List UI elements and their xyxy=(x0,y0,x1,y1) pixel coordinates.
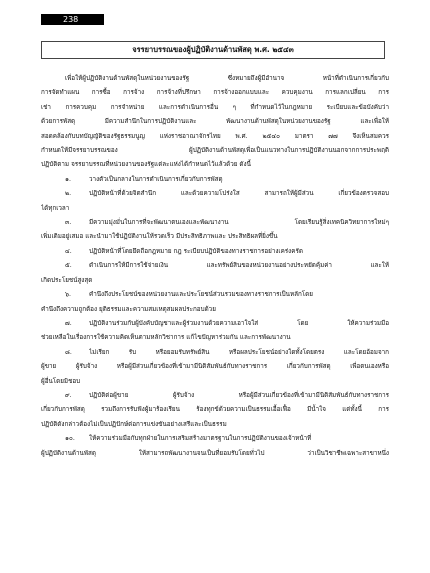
item-number: ๗. xyxy=(65,319,72,327)
item-text: ดำเนินการให้มีการใช้จ่ายเงิน และทรัพย์สินของหน่วยงานอย่างประหยัดคุ้มค่า และให้ xyxy=(89,262,389,270)
item-continuation-line: ผู้ขาย ผู้รับจ้าง หรือผู้มีส่วนเกี่ยวข้องที่เข้ามามีนิติสัมพันธ์กับทางราชการ เกี่ยวกับการพัสดุ เพื่อตนเองหรือ xyxy=(41,363,389,371)
code-of-conduct-list xyxy=(41,173,389,461)
item-number: ๑๐. xyxy=(65,435,75,443)
item-number: ๓. xyxy=(65,219,72,227)
item-continuation-line: เกี่ยวกับการพัสดุ รวมถึงการรับฟังผู้มาร้องเรียน ร้องทุกข์ด้วยความเป็นธรรมเอื้อเฟื้อ มีน้ำใจ แต่ทั้งนี้ การ xyxy=(41,406,389,414)
list-item xyxy=(41,346,389,360)
intro-line: การจัดทำแผน การซื้อ การจ้าง การจ้างที่ปรึกษา การจ้างออกแบบและ ควบคุมงาน การแลกเปลี่ยน การ xyxy=(41,89,389,97)
item-text: มีความมุ่งมั่นในการที่จะพัฒนาตนเองและพัฒนางาน โดยเรียนรู้สิ่งเทคนิควิทยาการใหม่ๆ xyxy=(89,219,389,227)
item-number: ๙. xyxy=(65,391,72,399)
list-item xyxy=(41,173,389,187)
list-item xyxy=(41,432,389,446)
item-text: ปฏิบัติหน้าที่โดยยึดถือกฎหมาย กฎ ระเบียบปฏิบัติของทางราชการอย่างเคร่งครัด xyxy=(89,247,303,255)
item-number: ๘. xyxy=(65,348,72,356)
intro-line: ปฏิบัติตาม จรรยาบรรณที่หน่วยงานของรัฐแต่ละแห่งได้กำหนดไว้แล้วด้วย ดังนี้ xyxy=(41,161,251,169)
item-continuation-line: ปฏิบัติดังกล่าวต้องไม่เป็นปฏิปักษ์ต่อการแข่งขันอย่างเสรีและเป็นธรรม xyxy=(41,420,227,428)
item-text: ปฏิบัติหน้าที่ด้วยจิตสำนึก และด้วยความโปร่งใส สามารถให้ผู้มีส่วน เกี่ยวข้องตรวจสอบ xyxy=(89,190,389,198)
item-text: ปฏิบัติต่อผู้ขาย ผู้รับจ้าง หรือผู้มีส่วนเกี่ยวข้องที่เข้ามามีนิติสัมพันธ์กับทางราชการ xyxy=(89,391,389,399)
item-continuation-line: ผู้อื่นโดยมิชอบ xyxy=(41,377,81,385)
list-item xyxy=(41,317,389,331)
page-number: 238 xyxy=(41,14,104,25)
item-number: ๒. xyxy=(65,190,72,198)
intro-paragraph xyxy=(41,72,389,173)
intro-line: กำหนดให้มีจรรยาบรรณของ ผู้ปฏิบัติงานด้านพัสดุเพื่อเป็นแนวทางในการปฏิบัติงานนอกจากการประพฤติ xyxy=(41,147,389,155)
item-continuation-line: ได้ทุกเวลา xyxy=(41,204,70,212)
intro-line: ด้วยการพัสดุ มีความสำนึกในการปฏิบัติงานและ พัฒนางานด้านพัสดุในหน่วยงานของรัฐ และเพื่อให้ xyxy=(41,118,389,126)
list-item xyxy=(41,216,389,230)
document-title: จรรยาบรรณของผู้ปฏิบัติงานด้านพัสดุ พ.ศ. ๒๕๔๓ xyxy=(41,41,385,59)
item-number: ๕. xyxy=(65,262,72,270)
intro-line: สอดคล้องกับบทบัญญัติของรัฐธรรมนูญ แห่งราชอาณาจักรไทย พ.ศ. ๒๕๔๐ มาตรา ๗๗ จึงเห็นสมควร xyxy=(41,132,389,140)
item-number: ๑. xyxy=(65,175,71,183)
item-text: ไม่เรียก รับ หรือยอมรับทรัพย์สิน หรือผลประโยชน์อย่างใดทั้งโดยตรง และโดยอ้อมจาก xyxy=(89,348,389,356)
intro-line: เพื่อให้ผู้ปฏิบัติงานด้านพัสดุในหน่วยงานของรัฐ ซึ่งหมายถึงผู้มีอำนาจ หน้าที่ดำเนินการเกี่ยวกับ xyxy=(65,75,389,82)
item-text: วางตัวเป็นกลางในการดำเนินการเกี่ยวกับการพัสดุ xyxy=(89,175,223,183)
document-body xyxy=(41,72,389,461)
item-text: คำนึงถึงประโยชน์ของหน่วยงานและประโยชน์ส่วนรวมของทางราชการเป็นหลักโดย xyxy=(89,291,313,299)
item-text: ปฏิบัติงานร่วมกับผู้บังคับบัญชาและผู้ร่วมงานด้วยความเอาใจใส่ โดย ให้ความร่วมมือ xyxy=(89,319,389,327)
item-continuation-line: ช่วยเหลือในเรื่องการใช้ความคิดเห็นตามหลักวิชาการ แก้ไขปัญหาร่วมกัน และการพัฒนางาน xyxy=(41,334,291,342)
item-continuation-line: คำนึงถึงความถูกต้อง ยุติธรรมและความสมเหตุสมผลประกอบด้วย xyxy=(41,305,216,313)
list-item xyxy=(41,245,389,259)
item-continuation-line: เกิดประโยชน์สูงสุด xyxy=(41,276,93,284)
intro-line: เช่า การควบคุม การจำหน่าย และการดำเนินการอื่น ๆ ที่กำหนดไว้ในกฎหมาย ระเบียบและข้อบังคับว่า xyxy=(41,103,389,111)
list-item xyxy=(41,288,389,302)
list-item xyxy=(41,259,389,273)
list-item xyxy=(41,187,389,201)
item-text: ให้ความร่วมมือกับทุกฝ่ายในการเสริมสร้างมาตรฐานในการปฏิบัติงานของเจ้าหน้าที่ xyxy=(89,435,312,443)
item-continuation-line: ผู้ปฏิบัติงานด้านพัสดุ ให้สามารถพัฒนางานจนเป็นที่ยอมรับโดยทั่วไป ว่าเป็นวิชาชีพเฉพาะสาขาหนึ่ง xyxy=(41,449,389,457)
item-continuation-line: เพิ่มเติมอยู่เสมอ และนำมาใช้ปฏิบัติงานให้รวดเร็ว มีประสิทธิภาพและ ประสิทธิผลที่ยิ่งขึ้น xyxy=(41,233,278,241)
item-number: ๔. xyxy=(65,247,72,255)
item-number: ๖. xyxy=(65,291,71,299)
list-item xyxy=(41,389,389,403)
